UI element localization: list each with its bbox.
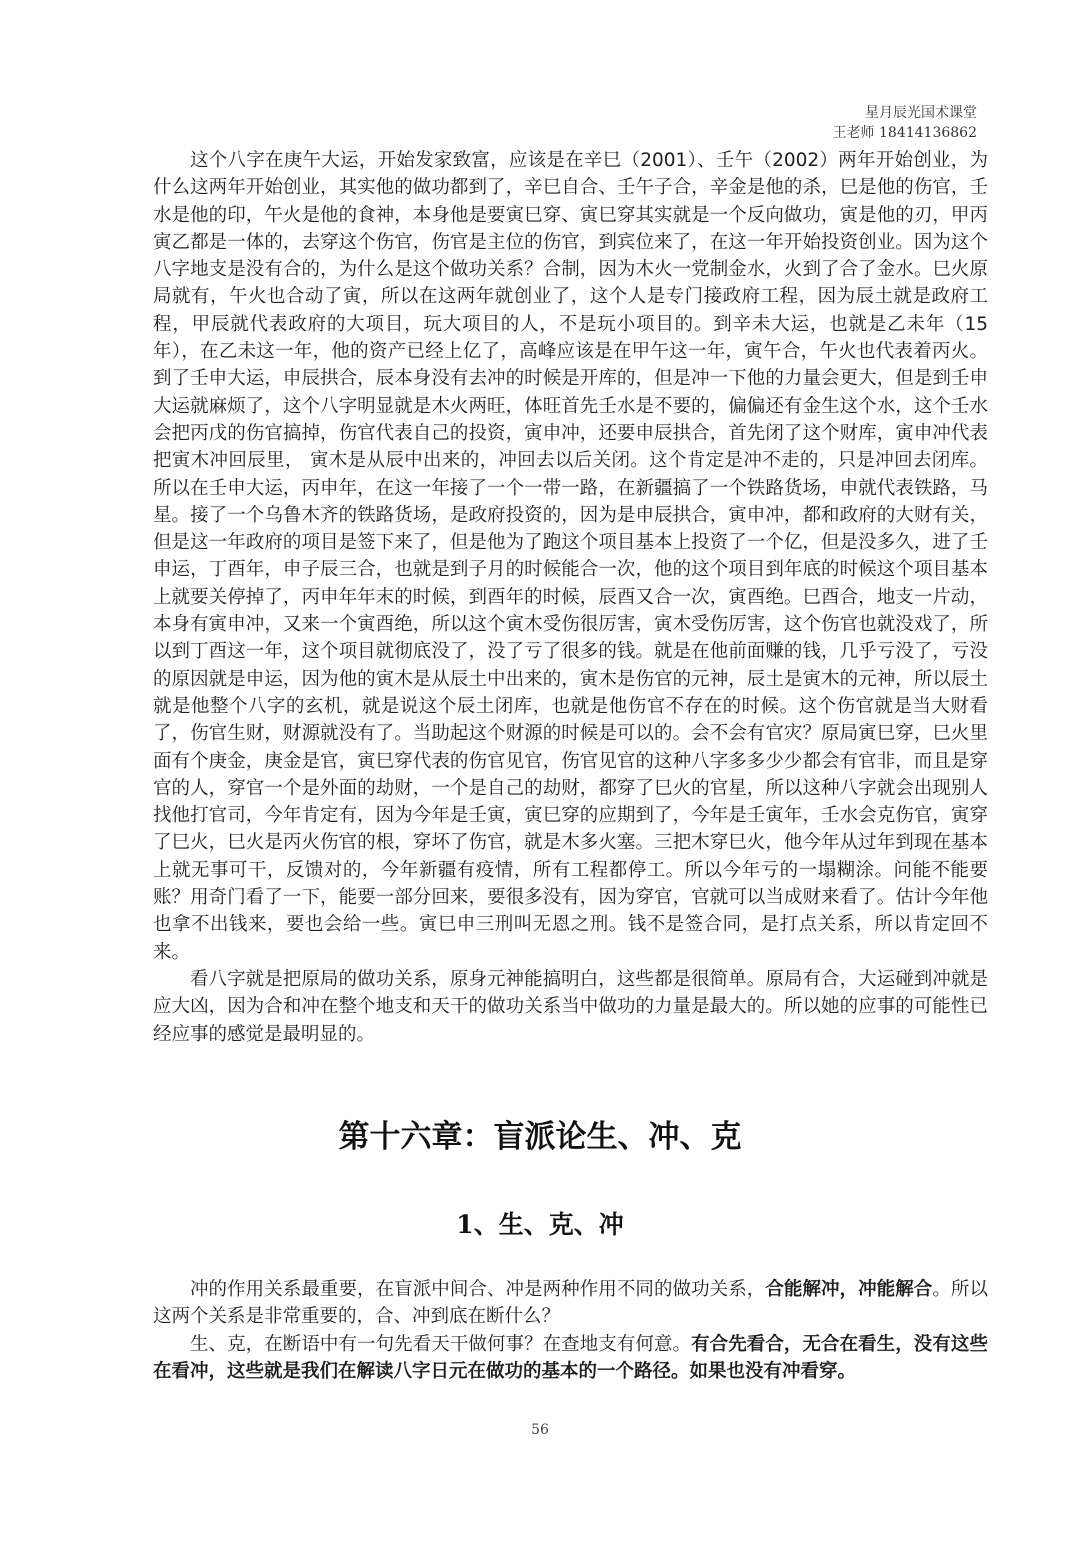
section-paragraph-2-emphasis: 有合先看合，无合在看生，没有这些在看冲，这些就是我们在解读八字日元在做功的基本的一个路径。如果也没有冲看穿。	[153, 1333, 988, 1382]
section-paragraph-1-emphasis: 合能解冲，冲能解合	[765, 1279, 933, 1300]
header-teacher-contact: 王老师 18414136862	[832, 125, 977, 141]
body-paragraph-2: 看八字就是把原局的做功关系，原身元神能搞明白，这些都是很简单。原局有合，大运碰到冲就是应大凶，因为合和冲在整个地支和天干的做功关系当中做功的力量是最大的。所以她的应事的可能性已经应事的感觉是最明显的。	[153, 968, 988, 1045]
page-header	[833, 103, 977, 143]
body-paragraph-1: 这个八字在庚午大运，开始发家致富，应该是在辛巳（2001）、壬午（2002）两年开始创业，为什么这两年开始创业，其实他的做功都到了，辛巳自合、壬午子合，辛金是他的杀，巳是他的伤官，壬水是他的印，午火是他的食神，本身他是要寅巳穿、寅巳穿其实就是一个反向做功，寅是他的刃，甲丙寅乙都是一体的，去穿这个伤官，伤官是主位的伤官，到宾位来了，在这一年开始投资创业。因为这个八字地支是没有合的，为什么是这个做功关系？合制，因为木火一党制金水，火到了合了金水。巳火原局就有，午火也合动了寅，所以在这两年就创业了，这个人是专门接政府工程，因为辰土就是政府工程，甲辰就代表政府的大项目，玩大项目的人，不是玩小项目的。到辛未大运，也就是乙未年（15年），在乙未这一年，他的资产已经上亿了，高峰应该是在甲午这一年，寅午合，午火也代表着丙火。到了壬申大运，申辰拱合，辰本身没有去冲的时候是开库的，但是冲一下他的力量会更大，但是到壬申大运就麻烦了，这个八字明显就是木火两旺，体旺首先壬水是不要的，偏偏还有金生这个水，这个壬水会把丙戊的伤官搞掉，伤官代表自己的投资，寅申冲，还要申辰拱合，首先闭了这个财库，寅申冲代表把寅木冲回辰里， 寅木是从辰中出来的，冲回去以后关闭。这个肯定是冲不走的，只是冲回去闭库。所以在壬申大运，丙申年，在这一年接了一个一带一路，在新疆搞了一个铁路货场，申就代表铁路，马星。接了一个乌鲁木齐的铁路货场，是政府投资的，因为是申辰拱合，寅申冲，都和政府的大财有关，但是这一年政府的项目是签下来了，但是他为了跑这个项目基本上投资了一个亿，但是没多久，进了壬申运，丁酉年，申子辰三合，也就是到子月的时候能合一次，他的这个项目到年底的时候这个项目基本上就要关停掉了，丙申年年末的时候，到酉年的时候，辰酉又合一次，寅酉绝。巳酉合，地支一片动，本身有寅申冲，又来一个寅酉绝，所以这个寅木受伤很厉害，寅木受伤厉害，这个伤官也就没戏了，所以到丁酉这一年，这个项目就彻底没了，没了亏了很多的钱。就是在他前面赚的钱，几乎亏没了，亏没的原因就是申运，因为他的寅木是从辰土中出来的，寅木是伤官的元神，辰土是寅木的元神，所以辰土就是他整个八字的玄机，就是说这个辰土闭库，也就是他伤官不存在的时候。这个伤官就是当大财看了，伤官生财，财源就没有了。当助起这个财源的时候是可以的。会不会有官灾？原局寅巳穿，巳火里面有个庚金，庚金是官，寅巳穿代表的伤官见官，伤官见官的这种八字多多少少都会有官非，而且是穿官的人，穿官一个是外面的劫财，一个是自己的劫财，都穿了巳火的官星，所以这种八字就会出现别人找他打官司，今年肯定有，因为今年是壬寅，寅巳穿的应期到了，今年是壬寅年，壬水会克伤官，寅穿了巳火，巳火是丙火伤官的根，穿坏了伤官，就是木多火塞。三把木穿巳火，他今年从过年到现在基本上就无事可干，反馈对的，今年新疆有疫情，所有工程都停工。所以今年亏的一塌糊涂。问能不能要账？用奇门看了一下，能要一部分回来，要很多没有，因为穿官，官就可以当成财来看了。估计今年他也拿不出钱来，要也会给一些。寅巳申三刑叫无恩之刑。钱不是签合同，是打点关系，所以肯定回不来。	[153, 150, 988, 963]
section-paragraph-1-end: 。所以这两个关系是非常重要的，合、冲到底在断什么？	[153, 1279, 988, 1328]
section-paragraph-1-text: 冲的作用关系最重要，在盲派中间合、冲是两种作用不同的做功关系，	[190, 1279, 766, 1300]
header-course-name: 星月辰光国术课堂	[865, 105, 977, 121]
page-number: 56	[531, 1422, 549, 1438]
main-text	[153, 147, 988, 1048]
section-paragraph-2	[153, 1331, 988, 1386]
section-paragraph-2-text: 生、克，在断语中有一句先看天干做何事？在查地支有何意。	[190, 1333, 692, 1355]
section-text	[153, 1276, 988, 1385]
section-title: 1、生、克、冲	[456, 1210, 624, 1239]
section-paragraph-1	[153, 1276, 988, 1331]
chapter-title: 第十六章：盲派论生、冲、克	[338, 1119, 742, 1155]
